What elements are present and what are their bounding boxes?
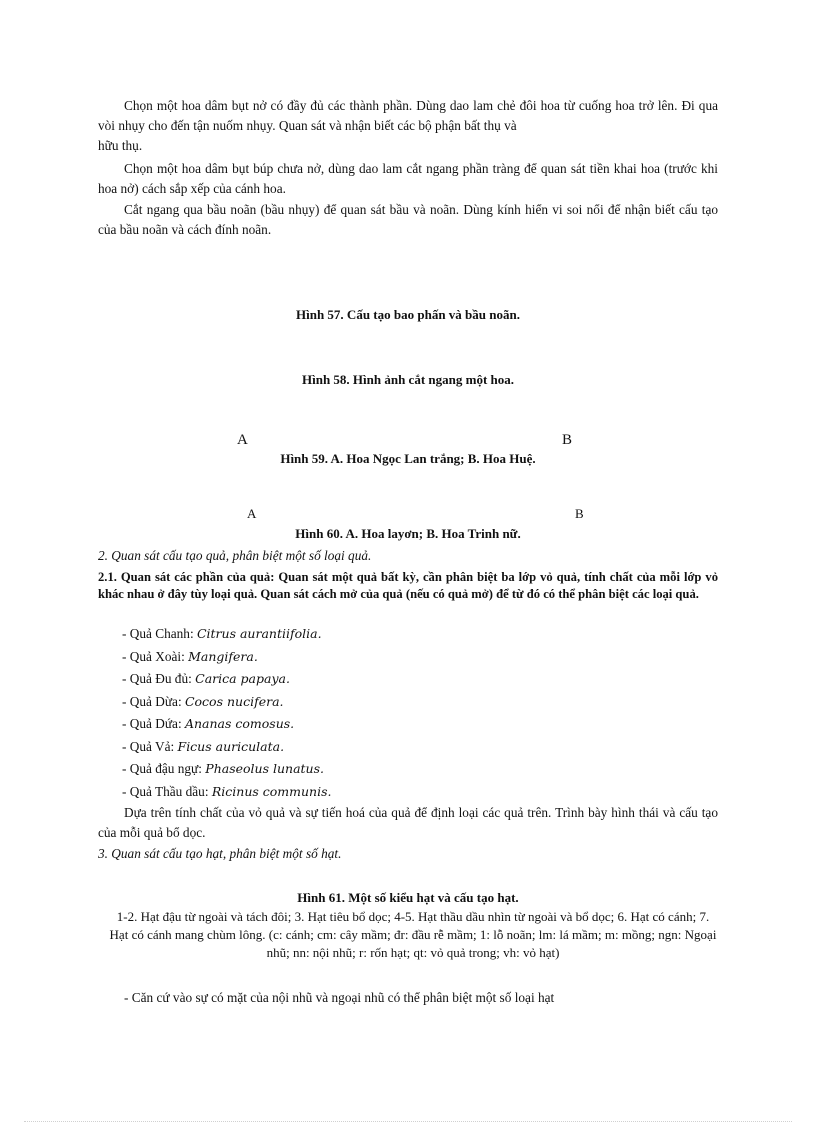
fruit-item: - Quả Đu đủ: Carica papaya.: [122, 671, 290, 686]
intro-paragraphs: [98, 96, 718, 240]
paragraph-1: Chọn một hoa dâm bụt nở có đầy đủ các thành phần. Dùng dao lam chẻ đôi hoa từ cuống hoa trở lên. Đi qua vòi nhụy cho đến tận nuốm nhụy. Quan sát và nhận biết các bộ phận bất thụ và: [98, 98, 718, 133]
fruit-item: - Quả Thầu dầu: Ricinus communis.: [122, 783, 332, 799]
section-3-heading: 3. Quan sát cấu tạo hạt, phân biệt một số hạt.: [98, 846, 342, 861]
figure-59-caption: Hình 59. A. Hoa Ngọc Lan trắng; B. Hoa Huệ.: [280, 451, 536, 466]
fruit-item: - Quả Xoài: Mangifera.: [122, 648, 258, 664]
paragraph-3: Cắt ngang qua bầu noãn (bầu nhụy) để quan sát bầu và noãn. Dùng kính hiển vi soi nổi để nhận biết cấu tạo của bầu noãn và cách đính noãn.: [98, 202, 718, 237]
figure-58-caption: Hình 58. Hình ảnh cắt ngang một hoa.: [301, 372, 515, 387]
fruit-list: [98, 624, 718, 804]
section-3-last-line: - Căn cứ vào sự có mặt của nội nhũ và ngoại nhũ có thể phân biệt một số loại hạt: [124, 990, 555, 1005]
fruit-item: - Quả Dừa: Cocos nucifera.: [122, 693, 284, 709]
figure-61-caption: Hình 61. Một số kiểu hạt và cấu tạo hạt.: [297, 890, 519, 905]
fruit-item: - Quả Dứa: Ananas comosus.: [122, 716, 295, 731]
figure-59-label-a: A: [237, 432, 248, 448]
section-2-heading: 2. Quan sát cấu tạo quả, phân biệt một số loại quả.: [98, 548, 372, 563]
figure-57-caption: Hình 57. Cấu tạo bao phấn và bầu noãn.: [296, 307, 520, 322]
figure-60-caption: Hình 60. A. Hoa layơn; B. Hoa Trinh nữ.: [295, 526, 521, 541]
section-2-1-heading: 2.1. Quan sát các phần của quả: Quan sát một quả bất kỳ, cần phân biệt ba lớp vỏ quả, tính chất của mỗi lớp vỏ khác nhau ở đây tùy loại quả. Quan sát cách mở của quả (nếu có quả mở) để từ đó có thể phân biệt các loại quả.: [98, 570, 718, 601]
paragraph-1-cont: hữu thụ.: [98, 138, 143, 153]
paragraph-2: Chọn một hoa dâm bụt búp chưa nở, dùng dao lam cắt ngang phần tràng để quan sát tiền khai hoa (trước khi hoa nở) cách sắp xếp của cánh hoa.: [98, 161, 718, 196]
fruit-item: - Quả Chanh: Citrus aurantiifolia.: [122, 626, 322, 641]
figure-59-label-b: B: [562, 432, 573, 448]
fruit-item: - Quả Vả: Ficus auriculata.: [122, 738, 285, 754]
page-bottom-border: [24, 1121, 792, 1122]
figure-60-label-b: B: [575, 506, 584, 521]
figure-61-legend: 1-2. Hạt đậu từ ngoài và tách đôi; 3. Hạt tiêu bổ dọc; 4-5. Hạt thầu dầu nhìn từ ngoài và bổ dọc; 6. Hạt có cánh; 7. Hạt có cánh mang chùm lông. (c: cánh; cm: cây mầm; đr: đầu rễ mầm; 1: lỗ noãn; lm: lá mầm; m: mồng; ngn: Ngoại nhũ; nn: nội nhũ; r: rốn hạt; qt: vỏ quả trong; vh: vỏ hạt): [109, 909, 717, 960]
figure-60-label-a: A: [247, 506, 257, 521]
fruit-item: - Quả đậu ngự: Phaseolus lunatus.: [122, 761, 324, 776]
section-2-closing: Dựa trên tính chất của vỏ quả và sự tiến hoá của quả để định loại các quả trên. Trình bày hình thái và cấu tạo của mỗi quả bổ dọc.: [98, 805, 718, 840]
